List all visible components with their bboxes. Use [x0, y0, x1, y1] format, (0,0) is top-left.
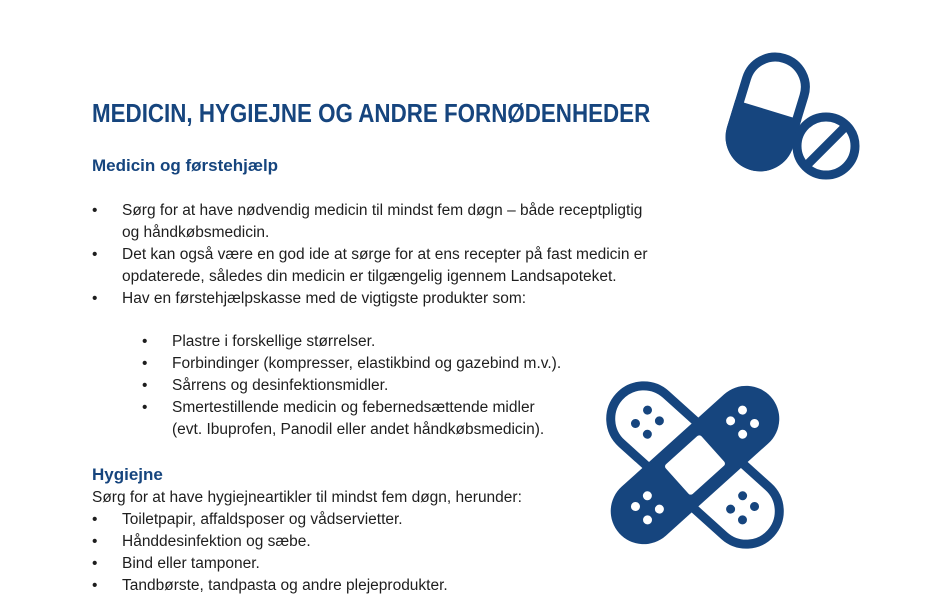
list-item: • Tandbørste, tandpasta og andre plejeprodukter. [122, 575, 448, 597]
hygiejne-list [92, 509, 448, 597]
list-item: • Forbindinger (kompresser, elastikbind og gazebind m.v.). [172, 353, 561, 375]
bullet: • [92, 290, 98, 307]
bandage-icon [595, 370, 795, 560]
first-aid-list [142, 331, 562, 441]
section-heading-medicin: Medicin og førstehjælp [92, 156, 279, 175]
hygiejne-intro: Sørg for at have hygiejneartikler til mindst fem døgn, herunder: [92, 489, 522, 506]
bullet: • [92, 246, 98, 263]
medicin-list [92, 200, 648, 310]
bullet: • [142, 333, 148, 350]
bullet: • [142, 355, 148, 372]
list-item: • Smertestillende medicin og febernedsættende midler (evt. Ibuprofen, Panodil eller andet håndkøbsmedicin). [142, 399, 545, 438]
list-item: • Sørg for at have nødvendig medicin til mindst fem døgn – både receptpligtig og håndkøbsmedicin. [92, 202, 643, 241]
section-heading-hygiejne: Hygiejne [92, 465, 163, 484]
list-item: • Plastre i forskellige størrelser. [172, 331, 561, 353]
bullet: • [92, 202, 98, 219]
list-item: • Toiletpapir, affaldsposer og vådservietter. [122, 509, 448, 531]
bullet: • [92, 511, 98, 528]
list-item: • Sårrens og desinfektionsmidler. [172, 375, 561, 397]
list-item: • Hånddesinfektion og sæbe. [122, 531, 448, 553]
pill-capsule-icon [720, 44, 870, 189]
bullet: • [92, 555, 98, 572]
bullet: • [142, 399, 148, 416]
list-item: • Bind eller tamponer. [122, 553, 448, 575]
list-item: • Hav en førstehjælpskasse med de vigtigste produkter som: [122, 288, 648, 310]
bullet: • [92, 533, 98, 550]
bullet: • [92, 577, 98, 594]
list-item: • Det kan også være en god ide at sørge for at ens recepter på fast medicin er opdaterede, således din medicin er tilgængelig igennem Landsapoteket. [92, 246, 648, 285]
bullet: • [142, 377, 148, 394]
page-title: MEDICIN, HYGIEJNE OG ANDRE FORNØDENHEDER [92, 98, 651, 128]
